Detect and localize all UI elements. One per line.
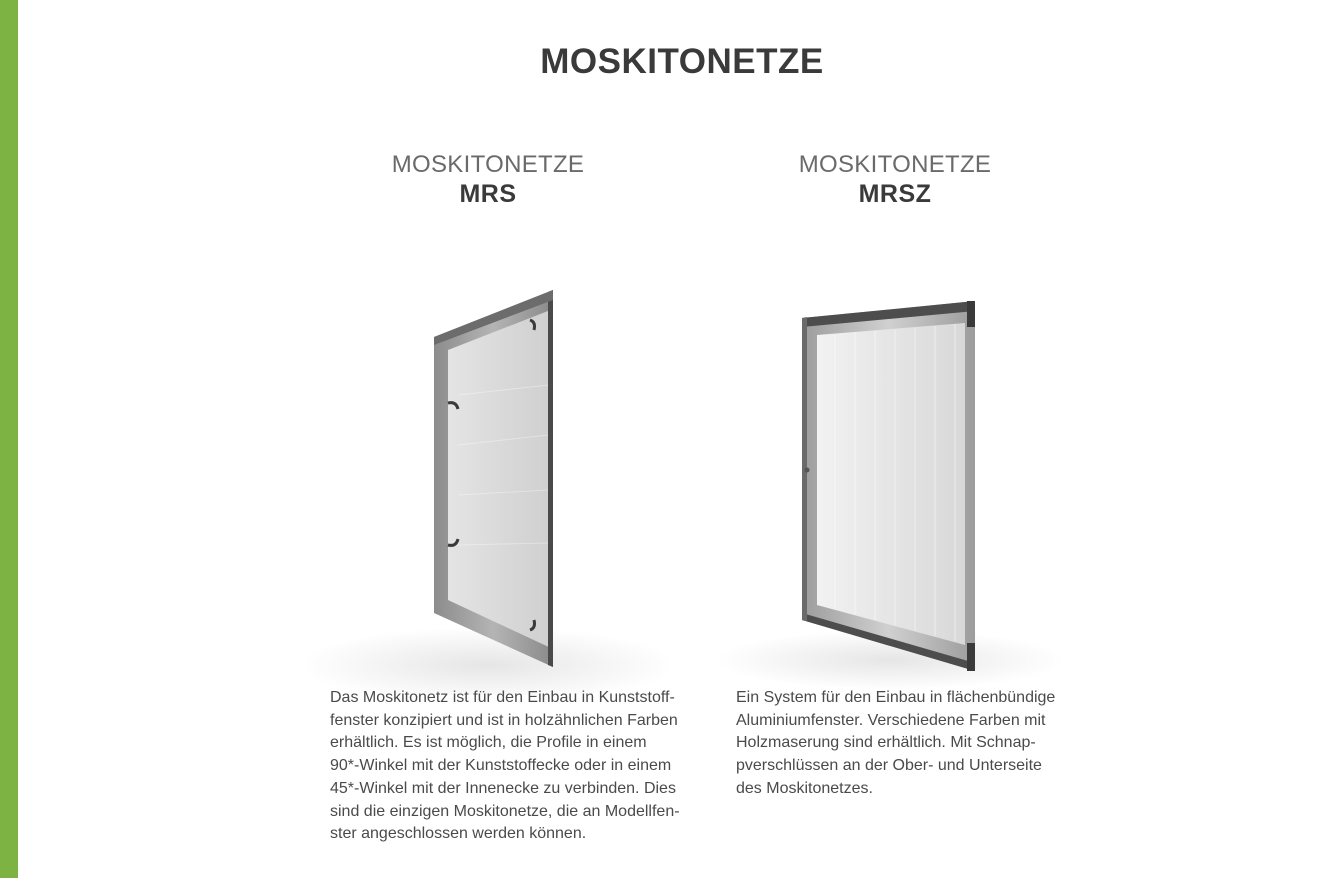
product-model: MRSZ [858, 180, 932, 208]
mosquito-net-frame-mrs-icon [308, 275, 668, 695]
description-line: Aluminiumfenster. Verschiedene Farben mit [736, 711, 1046, 729]
description-line: Holzmaserung sind erhältlich. Mit Schnap- [736, 734, 1036, 752]
description-line: des Moskitonetzes. [736, 779, 873, 797]
product-description [736, 687, 1056, 801]
product-model: MRS [459, 180, 517, 208]
description-line: Das Moskitonetz ist für den Einbau in Kunststoff- [330, 689, 675, 706]
product-description [330, 687, 690, 846]
product-heading [308, 150, 668, 208]
product-image-mrsz [715, 275, 1075, 695]
product-mrs [308, 150, 680, 843]
description-line: 45*-Winkel mit der Innenecke zu verbinden. Dies [330, 779, 676, 797]
product-image-mrs [308, 275, 668, 695]
description-line: erhältlich. Es ist möglich, die Profile in einem [330, 734, 647, 752]
product-mrsz [715, 150, 1075, 797]
description-line: fenster konzipiert und ist in holzähnlichen Farben [330, 711, 678, 729]
product-heading [715, 150, 1075, 208]
product-category: MOSKITONETZE [391, 151, 585, 178]
description-line: Ein System für den Einbau in flächenbündige [736, 689, 1056, 706]
page-title: MOSKITONETZE [540, 42, 824, 81]
description-line: pverschlüssen an der Ober- und Unterseite [736, 757, 1042, 775]
description-line: 90*-Winkel mit der Kunststoffecke oder in einem [330, 757, 672, 775]
mosquito-net-frame-mrsz-icon [715, 275, 1075, 695]
description-line: sind die einzigen Moskitonetze, die an Modellfen- [330, 802, 680, 820]
description-line: ster angeschlossen werden können. [330, 825, 587, 843]
product-category: MOSKITONETZE [798, 151, 992, 178]
accent-bar [0, 0, 18, 878]
